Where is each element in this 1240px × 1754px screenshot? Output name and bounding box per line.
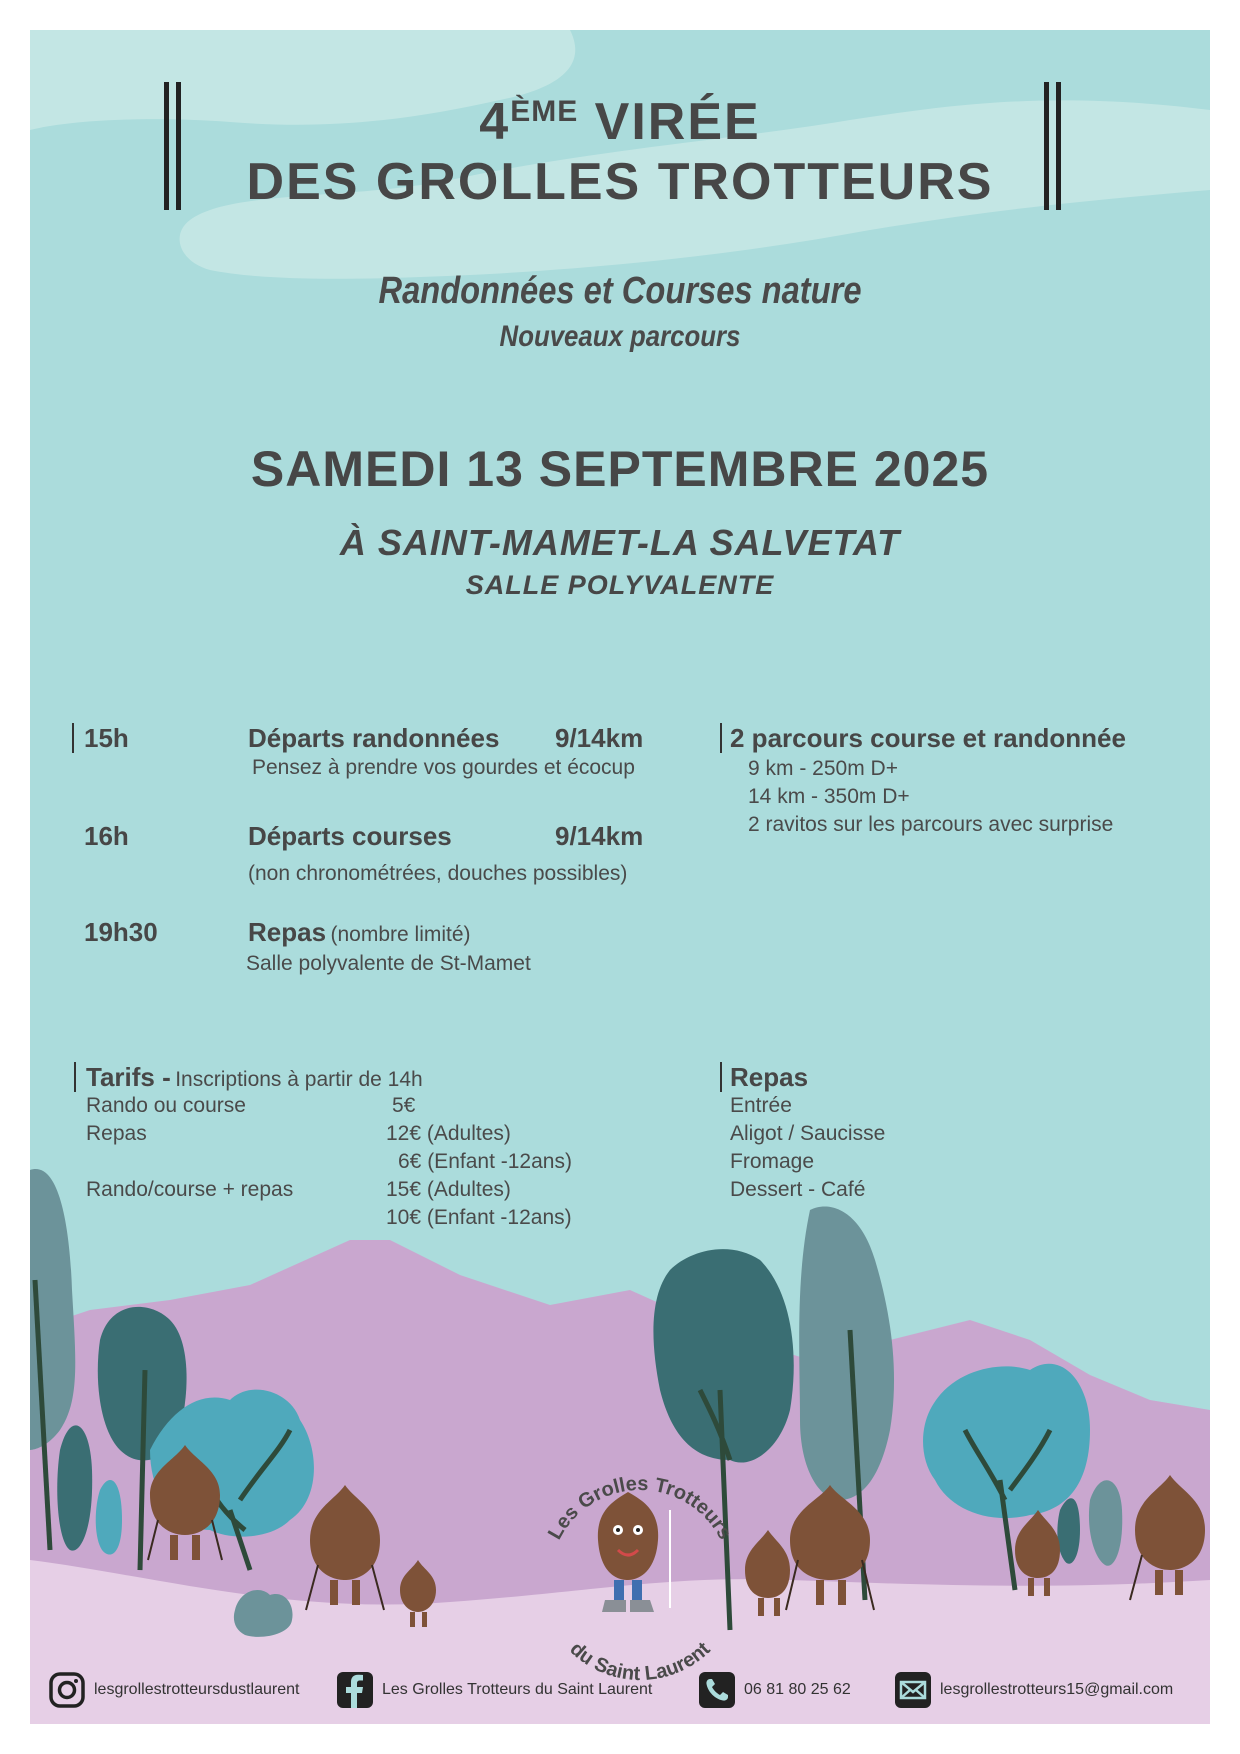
tarif-price: 6€ (Enfant -12ans) — [398, 1150, 572, 1173]
schedule-title: Départs courses — [248, 821, 452, 851]
email-icon — [894, 1671, 932, 1709]
club-logo — [520, 1430, 760, 1690]
event-date: SAMEDI 13 SEPTEMBRE 2025 — [250, 441, 990, 497]
parcours-line: 14 km - 350m D+ — [748, 785, 910, 808]
schedule-time: 19h30 — [84, 917, 158, 947]
schedule-marker — [72, 723, 74, 753]
svg-text:Les Grolles Trotteurs — [544, 1473, 736, 1543]
phone-number[interactable]: 06 81 80 25 62 — [744, 1681, 851, 1698]
schedule-title: Départs randonnées — [248, 723, 500, 753]
schedule-note: Salle polyvalente de St-Mamet — [246, 952, 531, 975]
logo-top-text: Les Grolles Trotteurs — [544, 1472, 737, 1544]
subtitle-sub: Nouveaux parcours — [499, 320, 741, 353]
repas-heading: Repas — [730, 1062, 809, 1092]
tarif-price: 5€ — [392, 1094, 416, 1117]
tarif-label: Rando ou course — [86, 1094, 246, 1117]
phone-icon — [698, 1671, 736, 1709]
grey-rock — [234, 1590, 293, 1637]
tarif-price: 12€ (Adultes) — [386, 1122, 511, 1145]
event-town: À SAINT-MAMET-LA SALVETAT — [339, 522, 901, 563]
tarif-price: 10€ (Enfant -12ans) — [386, 1206, 572, 1229]
tarifs-marker — [74, 1062, 76, 1092]
footer-facebook[interactable] — [336, 1670, 652, 1710]
parcours-line: 9 km - 250m D+ — [748, 757, 898, 780]
schedule-time: 16h — [84, 821, 129, 851]
repas-item: Entrée — [730, 1094, 792, 1117]
logo-bottom-text: du Saint Laurent — [565, 1637, 715, 1686]
schedule-time: 15h — [84, 723, 129, 753]
instagram-icon — [48, 1671, 86, 1709]
event-title-line2: DES GROLLES TROTTEURS — [246, 153, 994, 211]
event-venue: SALLE POLYVALENTE — [465, 570, 775, 600]
repas-item: Dessert - Café — [730, 1178, 866, 1201]
footer-phone[interactable] — [698, 1670, 851, 1710]
footer-email[interactable] — [894, 1670, 1173, 1710]
repas-item: Aligot / Saucisse — [730, 1122, 886, 1145]
parcours-line: 2 ravitos sur les parcours avec surprise — [748, 813, 1114, 836]
repas-item: Fromage — [730, 1150, 815, 1173]
schedule-title-meal: Repas (nombre limité) — [248, 917, 471, 947]
subtitle-main: Randonnées et Courses nature — [378, 270, 862, 312]
schedule-note: Pensez à prendre vos gourdes et écocup — [252, 756, 635, 779]
schedule-note: (non chronométrées, douches possibles) — [248, 862, 628, 885]
schedule-distance: 9/14km — [555, 723, 644, 753]
repas-marker — [720, 1062, 722, 1092]
schedule-distance: 9/14km — [555, 821, 644, 851]
tarif-label: Rando/course + repas — [86, 1178, 294, 1201]
tarifs-heading: Tarifs - Inscriptions à partir de 14h — [86, 1062, 423, 1092]
event-title-line1: 4ÈME VIRÉE — [479, 93, 761, 151]
footer-instagram[interactable] — [48, 1670, 299, 1710]
parcours-marker — [720, 723, 722, 753]
facebook-icon — [336, 1671, 374, 1709]
email-address[interactable]: lesgrollestrotteurs15@gmail.com — [940, 1681, 1174, 1698]
poster — [30, 30, 1210, 1724]
tarif-label: Repas — [86, 1122, 147, 1145]
parcours-heading: 2 parcours course et randonnée — [730, 723, 1126, 753]
facebook-page[interactable]: Les Grolles Trotteurs du Saint Laurent — [382, 1681, 653, 1698]
tarif-price: 15€ (Adultes) — [386, 1178, 511, 1201]
instagram-handle[interactable]: lesgrollestrotteursdustlaurent — [94, 1681, 300, 1698]
